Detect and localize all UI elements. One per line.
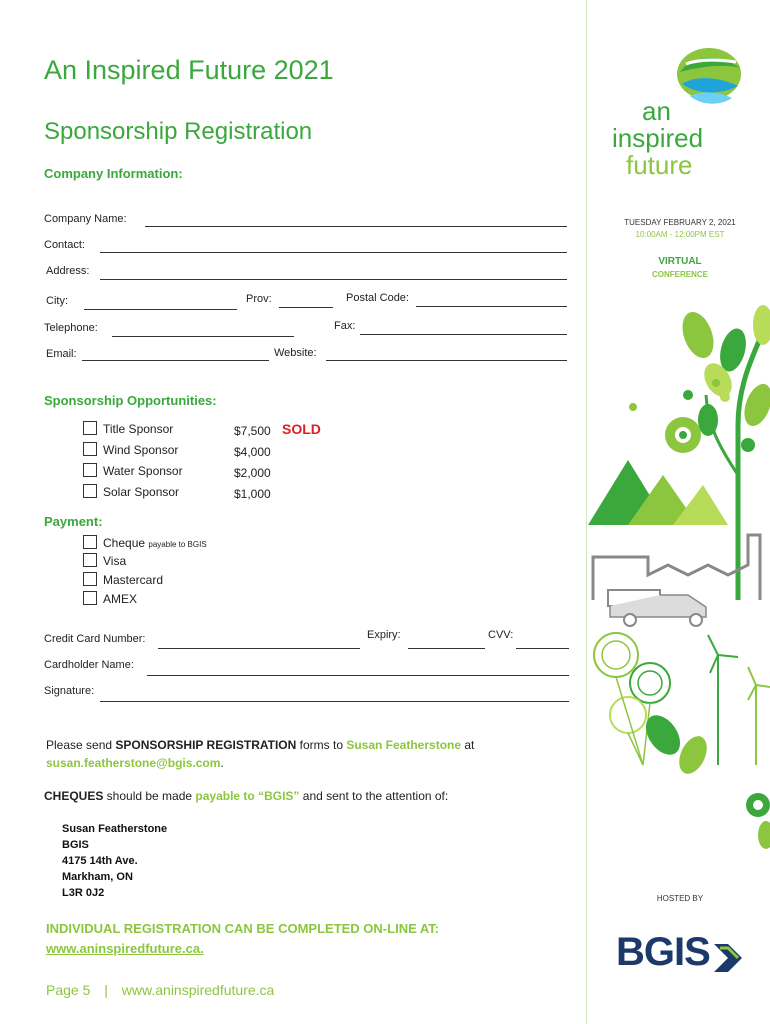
card-number-field[interactable] [158,648,360,649]
address-field[interactable] [100,279,567,280]
cheque-text: Cheque [103,536,146,550]
cheque-label [103,536,207,550]
event-date: TUESDAY FEBRUARY 2, 2021 [624,218,736,227]
page-subtitle: Sponsorship Registration [44,118,313,145]
postal-code-label: Postal Code: [346,292,409,304]
cheque-note: payable to BGIS [148,540,207,549]
online-registration [46,919,439,959]
company-info-heading: Company Information: [44,166,183,181]
cheque-end: and sent to the attention of: [299,789,449,803]
bgis-logo-text: BGIS [616,930,710,974]
send-at: at [461,738,475,752]
prov-label: Prov: [246,293,272,305]
footer-url-link[interactable]: www.aninspiredfuture.ca [121,982,275,998]
online-line: INDIVIDUAL REGISTRATION CAN BE COMPLETED ON-LINE AT: [46,921,440,936]
sidebar-divider [586,0,587,1024]
send-end: . [220,756,224,770]
bgis-arrow-icon [714,944,744,972]
telephone-field[interactable] [112,336,294,337]
solar-sponsor-price: $1,000 [234,487,271,501]
send-bold: SPONSORSHIP REGISTRATION [115,738,297,752]
title-sponsor-price: $7,500 [234,424,271,438]
title-sponsor-checkbox[interactable] [83,421,97,435]
address-line: BGIS [62,839,89,851]
card-number-label: Credit Card Number: [44,633,146,645]
bgis-logo [616,930,710,975]
fax-label: Fax: [334,320,356,332]
address-line: Susan Featherstone [62,823,168,835]
sold-badge: SOLD [282,421,321,437]
cheque-instructions [44,789,448,803]
logo-line: future [626,150,693,180]
postal-code-field[interactable] [416,306,567,307]
email-field[interactable] [82,360,269,361]
signature-field[interactable] [100,701,569,702]
event-time: 10:00AM - 12:00PM EST [635,230,725,239]
mailing-address [62,821,167,901]
send-mid: forms to [296,738,347,752]
title-sponsor-label: Title Sponsor [103,422,174,436]
website-field[interactable] [326,360,567,361]
send-instructions [46,736,566,772]
wind-sponsor-checkbox[interactable] [83,442,97,456]
expiry-field[interactable] [408,648,485,649]
cheque-payable: payable to “BGIS” [195,789,300,803]
visa-label: Visa [103,554,127,568]
email-label: Email: [46,348,77,360]
cheque-mid: should be made [103,789,196,803]
cheque-checkbox[interactable] [83,535,97,549]
amex-label: AMEX [103,592,138,606]
fax-field[interactable] [360,334,567,335]
cheque-bold: CHEQUES [44,789,104,803]
contact-field[interactable] [100,252,567,253]
logo-line: inspired [612,123,704,153]
payment-heading: Payment: [44,514,103,529]
contact-label: Contact: [44,239,85,251]
sponsorship-heading: Sponsorship Opportunities: [44,393,217,408]
send-prefix: Please send [46,738,116,752]
cvv-label: CVV: [488,629,514,641]
city-field[interactable] [84,309,237,310]
water-sponsor-checkbox[interactable] [83,463,97,477]
solar-sponsor-label: Solar Sponsor [103,485,180,499]
amex-checkbox[interactable] [83,591,97,605]
cardholder-field[interactable] [147,675,569,676]
mastercard-checkbox[interactable] [83,572,97,586]
address-line: L3R 0J2 [62,887,105,899]
logo-line: an [642,96,671,126]
page-title: An Inspired Future 2021 [44,55,334,85]
address-line: 4175 14th Ave. [62,855,138,867]
signature-label: Signature: [44,685,95,697]
mastercard-label: Mastercard [103,573,164,587]
hosted-by-label: HOSTED BY [656,894,704,903]
wind-sponsor-price: $4,000 [234,445,271,459]
footer-separator: | [104,982,108,998]
prov-field[interactable] [279,307,333,308]
telephone-label: Telephone: [44,322,98,334]
send-name: Susan Featherstone [346,738,462,752]
water-sponsor-price: $2,000 [234,466,271,480]
solar-sponsor-checkbox[interactable] [83,484,97,498]
address-line: Markham, ON [62,871,133,883]
page-number: Page 5 [46,982,91,998]
cardholder-label: Cardholder Name: [44,659,134,671]
company-name-label: Company Name: [44,213,127,225]
visa-checkbox[interactable] [83,553,97,567]
water-sponsor-label: Water Sponsor [103,464,183,478]
event-conference: CONFERENCE [651,270,708,279]
cvv-field[interactable] [516,648,569,649]
expiry-label: Expiry: [367,629,401,641]
city-label: City: [46,295,68,307]
send-email-link[interactable]: susan.featherstone@bgis.com [46,756,221,770]
page-footer [46,982,274,998]
website-label: Website: [274,347,317,359]
event-virtual: VIRTUAL [658,256,702,267]
sustainability-illustration [588,295,770,895]
address-label: Address: [46,265,90,277]
online-url-link[interactable]: www.aninspiredfuture.ca. [46,941,204,956]
logo-text [612,96,704,180]
wind-sponsor-label: Wind Sponsor [103,443,179,457]
company-name-field[interactable] [145,226,567,227]
